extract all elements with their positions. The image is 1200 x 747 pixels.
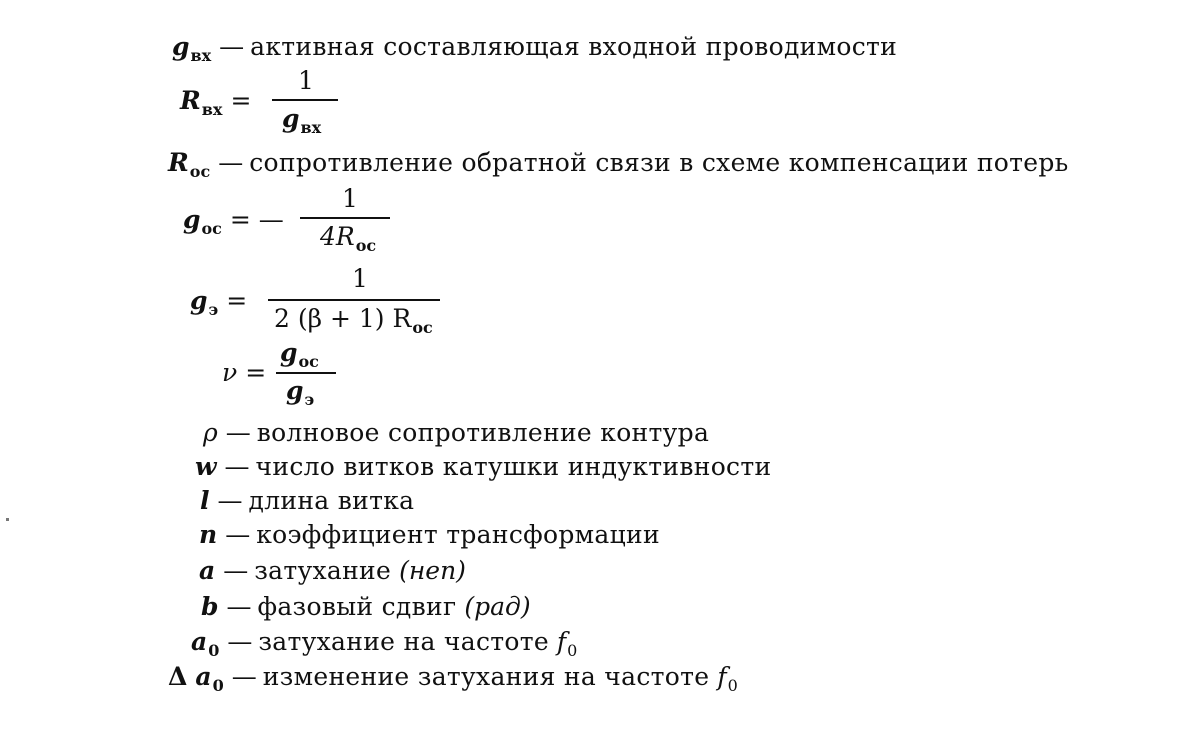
denominator-symbol: g <box>286 376 304 405</box>
description: волновое сопротивление контура <box>256 418 710 447</box>
numerator: 1 <box>298 66 314 95</box>
symbol: g <box>172 32 190 61</box>
symbol: g <box>190 286 208 315</box>
dash: — <box>219 32 245 61</box>
dash: — <box>224 452 250 481</box>
definition-a0 <box>191 627 577 660</box>
subscript: 0 <box>208 641 220 660</box>
definition-n <box>199 520 660 550</box>
frequency-subscript: 0 <box>567 641 578 660</box>
dash: — <box>218 148 244 177</box>
definition-delta-a0 <box>168 662 738 695</box>
definition-a <box>199 556 466 586</box>
definition-g-vx <box>172 32 897 65</box>
description: число витков катушки индуктивности <box>255 452 772 481</box>
description: длина витка <box>248 486 415 515</box>
scan-speck <box>6 518 9 521</box>
description: затухание на частоте <box>258 627 549 656</box>
formula-g-os <box>183 205 292 238</box>
symbol: ν <box>222 358 238 387</box>
dash: — <box>226 592 252 621</box>
numerator-subscript: ос <box>298 352 319 371</box>
symbol: b <box>201 592 219 621</box>
fraction-bar <box>272 99 338 101</box>
description: сопротивление обратной связи в схеме компенсации потерь <box>249 148 1069 177</box>
numerator-symbol: g <box>280 338 298 367</box>
subscript: вх <box>190 46 212 65</box>
equals-minus: = — <box>229 205 284 234</box>
description: изменение затухания на частоте <box>262 662 710 691</box>
fraction-bar <box>276 372 336 374</box>
definition-w <box>195 452 771 482</box>
formula-g-e <box>190 286 255 319</box>
description: коэффициент трансформации <box>256 520 660 549</box>
frequency-subscript: 0 <box>727 676 738 695</box>
denominator-subscript: э <box>304 390 315 409</box>
equals-sign: = <box>226 286 248 315</box>
subscript: 0 <box>212 676 224 695</box>
equals-sign: = <box>245 358 267 387</box>
formula-nu <box>222 358 274 388</box>
denominator-subscript: ос <box>412 318 433 337</box>
denominator-symbol: g <box>282 104 300 133</box>
fraction-bar <box>300 217 390 219</box>
symbol: w <box>195 452 217 481</box>
symbol: g <box>183 205 201 234</box>
dash: — <box>225 520 251 549</box>
dash: — <box>227 627 253 656</box>
symbol: a <box>191 627 208 656</box>
frequency-symbol: f <box>556 627 567 656</box>
symbol: ρ <box>203 418 218 447</box>
delta-prefix: Δ <box>168 662 188 691</box>
equals-sign: = <box>230 86 252 115</box>
subscript: ос <box>189 162 211 181</box>
dash: — <box>231 662 257 691</box>
definition-rho <box>203 418 709 448</box>
denominator: 4R <box>320 222 355 251</box>
symbol: R <box>180 86 201 115</box>
denominator-subscript: ос <box>355 236 377 255</box>
denominator-subscript: вх <box>300 118 322 137</box>
subscript: вх <box>201 100 223 119</box>
dash: — <box>225 418 251 447</box>
frequency-symbol: f <box>717 662 727 691</box>
formula-r-vx <box>180 86 259 119</box>
dash: — <box>223 556 249 585</box>
symbol: n <box>199 520 218 549</box>
definition-r-os <box>168 148 1069 181</box>
denominator: 2 (β + 1) R <box>274 304 412 333</box>
symbol: l <box>200 486 210 515</box>
description: активная составляющая входной проводимости <box>250 32 898 61</box>
unit: (рад) <box>464 592 531 621</box>
definition-b <box>201 592 531 622</box>
definition-l <box>200 486 414 516</box>
subscript: э <box>208 300 219 319</box>
numerator: 1 <box>342 184 358 213</box>
symbol: a <box>199 556 216 585</box>
numerator: 1 <box>352 264 368 293</box>
description: фазовый сдвиг <box>257 592 457 621</box>
fraction-bar <box>268 299 440 301</box>
unit: (неп) <box>399 556 466 585</box>
description: затухание <box>254 556 392 585</box>
symbol: a <box>195 662 212 691</box>
subscript: ос <box>201 219 222 238</box>
symbol: R <box>168 148 189 177</box>
dash: — <box>217 486 243 515</box>
